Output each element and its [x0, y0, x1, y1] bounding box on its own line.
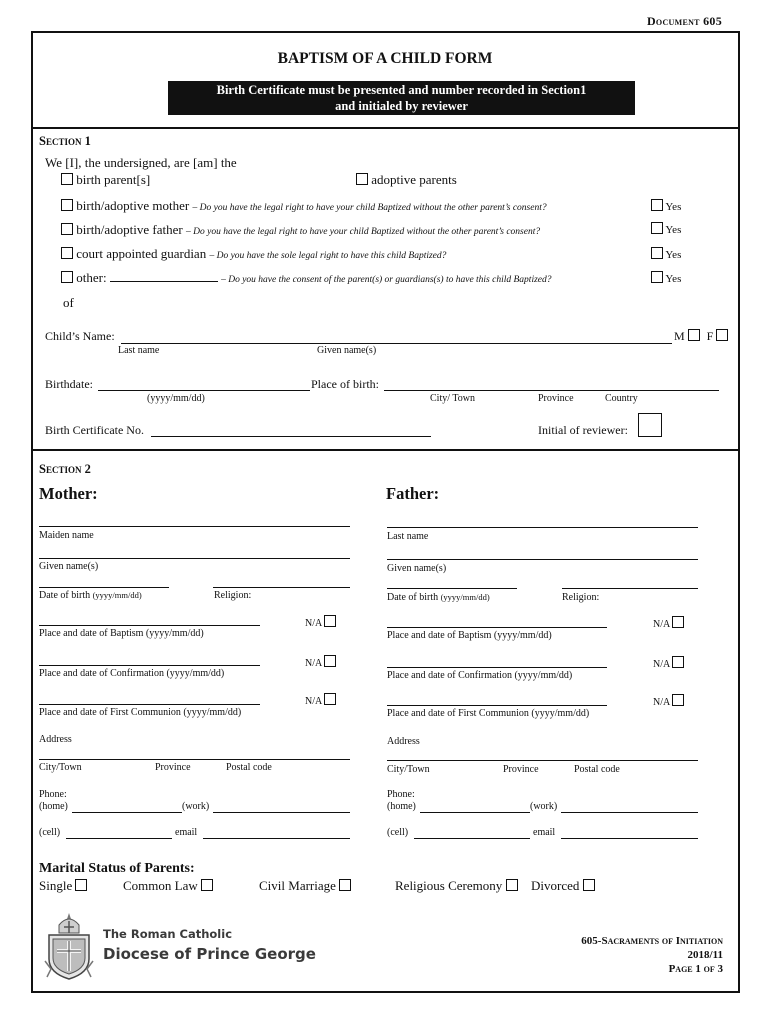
father-cell-label: (cell) — [387, 827, 409, 838]
female-checkbox[interactable] — [716, 329, 728, 341]
father-given-names-input[interactable] — [387, 559, 698, 560]
notice-line-1: Birth Certificate must be presented and number recorded in Section1 — [216, 83, 587, 97]
adoptive-parents-checkbox[interactable] — [356, 173, 368, 185]
father-postal-caption: Postal code — [574, 764, 620, 775]
notice-banner — [168, 81, 635, 115]
mother-home-label: (home) — [39, 801, 68, 812]
single-checkbox[interactable] — [75, 879, 87, 891]
mother-dob-caption: Date of birth (yyyy/mm/dd) — [39, 590, 142, 601]
mother-cell-label: (cell) — [39, 827, 61, 838]
divorced-checkbox[interactable] — [583, 879, 595, 891]
mother-option[interactable]: birth/adoptive mother – Do you have the legal right to have your child Baptized without the other parent’s consent? — [61, 198, 547, 214]
guardian-yes-checkbox[interactable] — [651, 247, 663, 259]
notice-line-2: and initialed by reviewer — [335, 99, 468, 113]
other-option[interactable]: other: – Do you have the consent of the parent(s) or guardians(s) to have this child Baptized? — [61, 270, 552, 286]
mother-communion-na[interactable]: N/A — [305, 693, 336, 707]
marital-common-law-option[interactable]: Common Law — [123, 878, 213, 894]
father-email-input[interactable] — [561, 838, 698, 839]
father-communion-na[interactable]: N/A — [653, 694, 684, 708]
mother-work-phone-input[interactable] — [213, 812, 350, 813]
father-given-names-caption: Given name(s) — [387, 563, 447, 574]
guardian-option[interactable]: court appointed guardian – Do you have the sole legal right to have this child Baptized? — [61, 246, 446, 262]
birthdate-label: Birthdate: — [45, 377, 93, 391]
mother-yes[interactable]: Yes — [651, 199, 681, 213]
initial-reviewer-label: Initial of reviewer: — [538, 423, 628, 437]
of-label: of — [63, 295, 74, 310]
father-email-label: email — [533, 827, 556, 838]
guardian-checkbox[interactable] — [61, 247, 73, 259]
mother-home-phone-input[interactable] — [72, 812, 182, 813]
father-communion-input[interactable] — [387, 705, 607, 706]
father-city-caption: City/Town — [387, 764, 430, 775]
male-checkbox[interactable] — [688, 329, 700, 341]
place-of-birth-input[interactable] — [384, 390, 719, 391]
birthdate-input[interactable] — [98, 390, 310, 391]
religious-ceremony-checkbox[interactable] — [506, 879, 518, 891]
mother-email-input[interactable] — [203, 838, 350, 839]
form-title: BAPTISM OF A CHILD FORM — [277, 50, 493, 67]
mother-province-caption: Province — [155, 762, 191, 773]
father-dob-input[interactable] — [387, 588, 517, 589]
mother-given-names-caption: Given name(s) — [39, 561, 99, 572]
mother-address-input[interactable] — [39, 759, 350, 760]
mother-postal-caption: Postal code — [226, 762, 272, 773]
birth-cert-label: Birth Certificate No. — [45, 423, 144, 437]
diocese-crest-icon — [41, 911, 97, 983]
mother-yes-checkbox[interactable] — [651, 199, 663, 211]
mother-communion-na-checkbox[interactable] — [324, 693, 336, 705]
father-heading: Father: — [386, 484, 440, 503]
father-last-name-caption: Last name — [387, 531, 429, 542]
other-yes[interactable]: Yes — [651, 271, 681, 285]
father-work-phone-input[interactable] — [561, 812, 698, 813]
country-caption: Country — [605, 393, 638, 404]
page-number: Page 1 of 3 — [668, 963, 723, 975]
given-names-caption: Given name(s) — [317, 345, 377, 356]
mother-cell-input[interactable] — [66, 838, 172, 839]
civil-marriage-checkbox[interactable] — [339, 879, 351, 891]
father-communion-caption: Place and date of First Communion (yyyy/mm/dd) — [387, 708, 590, 719]
other-checkbox[interactable] — [61, 271, 73, 283]
father-yes-checkbox[interactable] — [651, 222, 663, 234]
guardian-yes[interactable]: Yes — [651, 247, 681, 261]
mother-religion-caption: Religion: — [214, 590, 252, 601]
mother-confirmation-na-checkbox[interactable] — [324, 655, 336, 667]
adoptive-parents-option[interactable]: adoptive parents — [356, 172, 457, 188]
father-option[interactable]: birth/adoptive father – Do you have the legal right to have your child Baptized without the other parent’s consent? — [61, 222, 540, 238]
city-caption: City/ Town — [430, 393, 475, 404]
mother-communion-caption: Place and date of First Communion (yyyy/mm/dd) — [39, 707, 242, 718]
mother-given-names-input[interactable] — [39, 558, 350, 559]
org-name-line-1: The Roman Catholic — [103, 927, 233, 941]
father-confirmation-na-checkbox[interactable] — [672, 656, 684, 668]
father-yes[interactable]: Yes — [651, 222, 681, 236]
mother-baptism-na-checkbox[interactable] — [324, 615, 336, 627]
birth-parents-option[interactable]: birth parent[s] — [61, 172, 150, 188]
childs-name-label: Child’s Name: — [45, 329, 115, 343]
mother-email-label: email — [175, 827, 198, 838]
father-communion-na-checkbox[interactable] — [672, 694, 684, 706]
form-version: 2018/11 — [687, 949, 723, 961]
mother-religion-input[interactable] — [213, 587, 350, 588]
mother-address-label: Address — [39, 734, 72, 745]
marital-single-option[interactable]: Single — [39, 878, 87, 894]
marital-civil-option[interactable]: Civil Marriage — [259, 878, 351, 894]
father-baptism-na[interactable]: N/A — [653, 616, 684, 630]
last-name-caption: Last name — [118, 345, 160, 356]
father-province-caption: Province — [503, 764, 539, 775]
father-confirmation-caption: Place and date of Confirmation (yyyy/mm/dd) — [387, 670, 573, 681]
birth-cert-input[interactable] — [151, 436, 431, 437]
father-religion-input[interactable] — [562, 588, 698, 589]
father-checkbox[interactable] — [61, 223, 73, 235]
father-home-phone-input[interactable] — [420, 812, 530, 813]
mother-dob-input[interactable] — [39, 587, 169, 588]
mother-baptism-input[interactable] — [39, 625, 260, 626]
father-cell-input[interactable] — [414, 838, 530, 839]
document-number: Document 605 — [646, 14, 722, 28]
mother-communion-input[interactable] — [39, 704, 260, 705]
father-address-input[interactable] — [387, 760, 698, 761]
father-confirmation-na[interactable]: N/A — [653, 656, 684, 670]
mother-confirmation-caption: Place and date of Confirmation (yyyy/mm/dd) — [39, 668, 225, 679]
section-1-heading: Section 1 — [39, 134, 91, 148]
father-address-label: Address — [387, 736, 420, 747]
place-of-birth-label: Place of birth: — [311, 377, 379, 391]
marital-status-heading: Marital Status of Parents: — [39, 861, 195, 876]
section-divider — [31, 127, 740, 129]
father-baptism-na-checkbox[interactable] — [672, 616, 684, 628]
common-law-checkbox[interactable] — [201, 879, 213, 891]
mother-phone-label: Phone: — [39, 789, 67, 800]
father-baptism-input[interactable] — [387, 627, 607, 628]
org-name-line-2: Diocese of Prince George — [103, 945, 316, 963]
marital-divorced-option[interactable]: Divorced — [531, 878, 595, 894]
mother-checkbox[interactable] — [61, 199, 73, 211]
father-baptism-caption: Place and date of Baptism (yyyy/mm/dd) — [387, 630, 552, 641]
section-2-heading: Section 2 — [39, 462, 91, 476]
father-home-label: (home) — [387, 801, 416, 812]
mother-maiden-name-caption: Maiden name — [39, 530, 94, 541]
province-caption: Province — [538, 393, 574, 404]
mother-confirmation-input[interactable] — [39, 665, 260, 666]
mother-city-caption: City/Town — [39, 762, 82, 773]
section-divider — [31, 449, 740, 451]
reviewer-initial-box[interactable] — [638, 413, 662, 437]
birthdate-format: (yyyy/mm/dd) — [147, 393, 205, 404]
marital-religious-option[interactable]: Religious Ceremony — [395, 878, 518, 894]
mother-work-label: (work) — [182, 801, 210, 812]
father-work-label: (work) — [530, 801, 558, 812]
mother-confirmation-na[interactable]: N/A — [305, 655, 336, 669]
other-input[interactable] — [110, 270, 218, 282]
father-phone-label: Phone: — [387, 789, 415, 800]
other-yes-checkbox[interactable] — [651, 271, 663, 283]
sex-options[interactable]: M F — [674, 329, 728, 344]
father-dob-caption: Date of birth (yyyy/mm/dd) — [387, 592, 490, 603]
childs-name-input[interactable] — [121, 343, 672, 344]
mother-baptism-na[interactable]: N/A — [305, 615, 336, 629]
mother-heading: Mother: — [39, 484, 98, 503]
mother-baptism-caption: Place and date of Baptism (yyyy/mm/dd) — [39, 628, 204, 639]
mother-maiden-name-input[interactable] — [39, 526, 350, 527]
birth-parents-checkbox[interactable] — [61, 173, 73, 185]
father-confirmation-input[interactable] — [387, 667, 607, 668]
form-reference: 605-Sacraments of Initiation — [581, 935, 723, 947]
father-last-name-input[interactable] — [387, 527, 698, 528]
father-religion-caption: Religion: — [562, 592, 600, 603]
intro-text: We [I], the undersigned, are [am] the — [45, 155, 237, 170]
